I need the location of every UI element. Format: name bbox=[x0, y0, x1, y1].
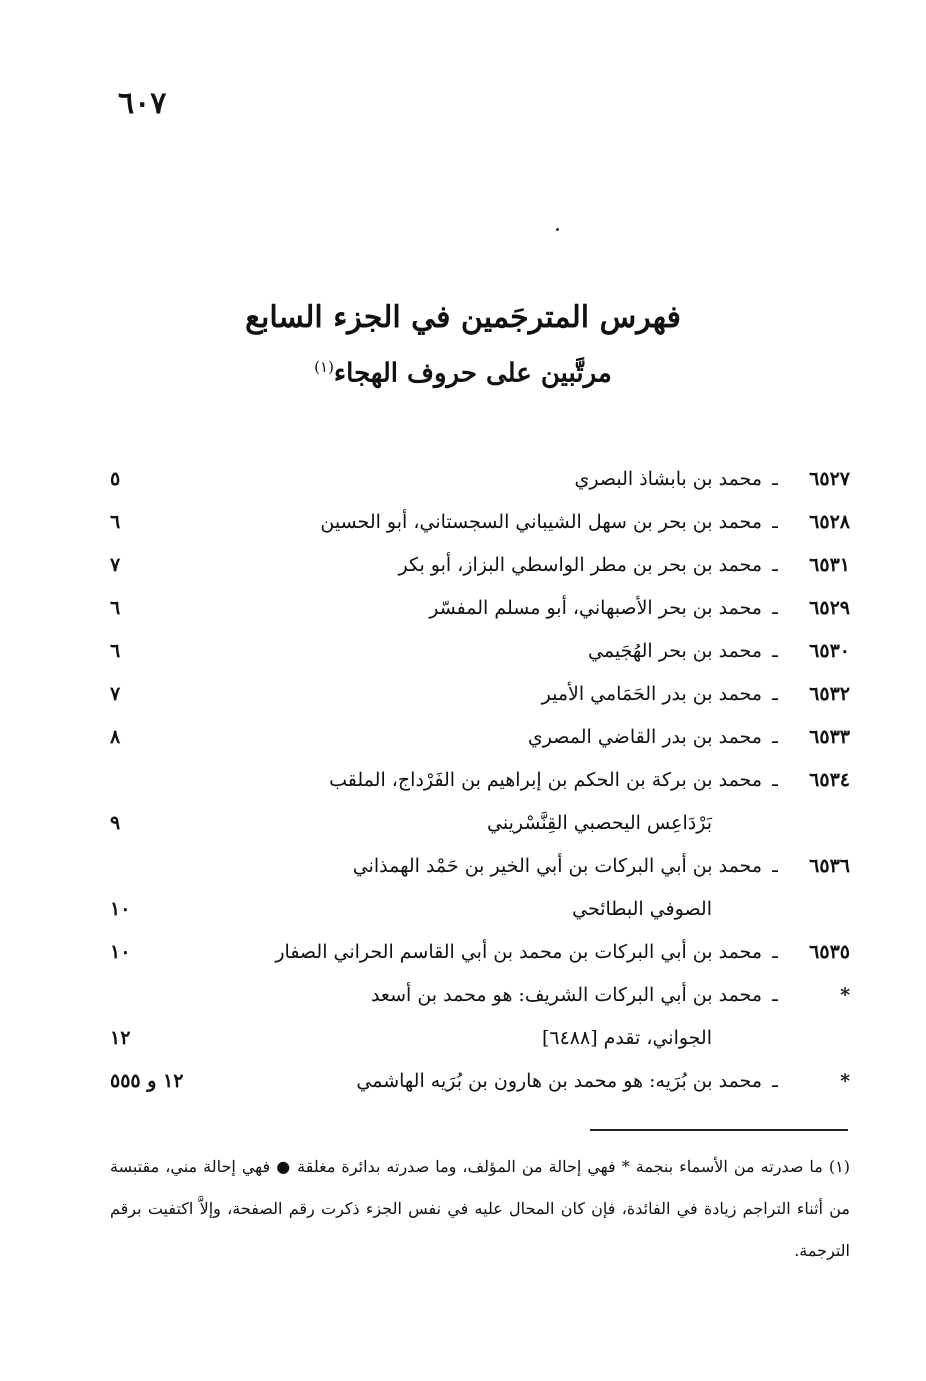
entry-text bbox=[230, 501, 762, 544]
entry-name: محمد بن بحر بن مطر الواسطي البزاز، أبو بكر bbox=[398, 554, 762, 576]
index-subtitle bbox=[0, 358, 926, 389]
entry-number: ٦٥٣٦ bbox=[809, 855, 850, 877]
entry-dash: ـ bbox=[772, 984, 778, 1006]
entry-page: ٨ bbox=[110, 726, 121, 748]
star-marker: * bbox=[840, 1070, 850, 1092]
index-entry bbox=[110, 845, 850, 931]
entry-text bbox=[230, 544, 762, 587]
entry-dash: ـ bbox=[772, 1070, 778, 1092]
index-entry bbox=[110, 673, 850, 716]
index-entry bbox=[110, 544, 850, 587]
entry-name: محمد بن أبي البركات بن محمد بن أبي القاسم الحراني الصفار bbox=[275, 941, 762, 963]
entry-dash: ـ bbox=[772, 726, 778, 748]
entry-text bbox=[230, 974, 762, 1060]
footnote-separator bbox=[590, 1129, 848, 1131]
entry-text bbox=[230, 673, 762, 716]
entry-page: ١٢ و ٥٥٥ bbox=[110, 1070, 184, 1092]
entry-name-continued: الجواني، تقدم [٦٤٨٨] bbox=[541, 1027, 712, 1049]
entry-dash: ـ bbox=[772, 468, 778, 490]
star-marker: * bbox=[840, 984, 850, 1006]
entry-name: محمد بن بحر الهُجَيمي bbox=[588, 640, 762, 662]
entry-page: ١٢ bbox=[110, 1027, 131, 1049]
entry-dash: ـ bbox=[772, 683, 778, 705]
entry-name: محمد بن أبي البركات الشريف: هو محمد بن أسعد bbox=[370, 984, 762, 1006]
index-entry bbox=[110, 501, 850, 544]
entry-name: محمد بن بدر الحَمَامي الأمير bbox=[541, 683, 762, 705]
entry-number: ٦٥٣٣ bbox=[809, 726, 850, 748]
index-entry bbox=[110, 716, 850, 759]
reference-entry bbox=[110, 974, 850, 1060]
entry-number: ٦٥٣١ bbox=[809, 554, 850, 576]
index-entry bbox=[110, 587, 850, 630]
index-entry bbox=[110, 458, 850, 501]
entry-text bbox=[230, 458, 762, 501]
entry-number: ٦٥٣٢ bbox=[809, 683, 850, 705]
entry-number: ٦٥٣٤ bbox=[809, 769, 850, 791]
entry-page: ٧ bbox=[110, 554, 121, 576]
page-number: ٦٠٧ bbox=[118, 86, 167, 121]
entry-dash: ـ bbox=[772, 511, 778, 533]
index-entry bbox=[110, 931, 850, 974]
entry-text bbox=[230, 1060, 762, 1103]
entry-name: محمد بن بُرَيه: هو محمد بن هارون بن بُرَيه الهاشمي bbox=[356, 1070, 762, 1092]
index-entry bbox=[110, 759, 850, 845]
entry-name-continued: بَرْدَاعِس اليحصبي القِنَّسْريني bbox=[487, 812, 712, 834]
entry-name: محمد بن بدر القاضي المصري bbox=[527, 726, 762, 748]
entry-name: محمد بن بحر الأصبهاني، أبو مسلم المفسّر bbox=[429, 597, 762, 619]
entry-number: ٦٥٣٠ bbox=[809, 640, 850, 662]
entry-text bbox=[230, 759, 762, 845]
entry-page: ٦ bbox=[110, 640, 121, 662]
footnote-marker: (١) bbox=[314, 358, 334, 376]
entry-text bbox=[230, 845, 762, 931]
entry-number: ٦٥٣٥ bbox=[809, 941, 850, 963]
entry-dash: ـ bbox=[772, 941, 778, 963]
reference-entry bbox=[110, 1060, 850, 1103]
entry-page: ٦ bbox=[110, 511, 121, 533]
entry-number: ٦٥٢٨ bbox=[809, 511, 850, 533]
entry-number: ٦٥٢٩ bbox=[809, 597, 850, 619]
entry-text bbox=[230, 587, 762, 630]
index-title: فهرس المترجَمين في الجزء السابع bbox=[245, 300, 681, 335]
entry-dash: ـ bbox=[772, 855, 778, 877]
entry-name: محمد بن بحر بن سهل الشيباني السجستاني، أبو الحسين bbox=[320, 511, 762, 533]
entry-page: ١٠ bbox=[110, 898, 131, 920]
footnote: (١) ما صدرته من الأسماء بنجمة * فهي إحالة من المؤلف، وما صدرته بدائرة مغلقة ● فهي إحالة مني، مقتبسة من أثناء التراجم زيادة في الفائدة، فإن كان المحال عليه في نفس الجزء ذكرت رقم الصفحة، وإلاَّ اكتفيت برقم الترجمة. bbox=[110, 1157, 851, 1260]
entry-text bbox=[230, 716, 762, 759]
index-entry bbox=[110, 630, 850, 673]
entry-name: محمد بن بركة بن الحكم بن إبراهيم بن الفَرْداج، الملقب bbox=[329, 769, 762, 791]
entry-dash: ـ bbox=[772, 597, 778, 619]
entry-text bbox=[230, 630, 762, 673]
entry-page: ١٠ bbox=[110, 941, 131, 963]
entry-number: ٦٥٢٧ bbox=[809, 468, 850, 490]
entry-page: ٧ bbox=[110, 683, 121, 705]
print-speck bbox=[556, 228, 559, 231]
entry-name: محمد بن أبي البركات بن أبي الخير بن حَمْد الهمذاني bbox=[352, 855, 762, 877]
entry-dash: ـ bbox=[772, 769, 778, 791]
entry-page: ٩ bbox=[110, 812, 121, 834]
index-entries bbox=[110, 458, 850, 1103]
entry-page: ٦ bbox=[110, 597, 121, 619]
entry-dash: ـ bbox=[772, 640, 778, 662]
entry-text bbox=[230, 931, 762, 974]
entry-dash: ـ bbox=[772, 554, 778, 576]
subtitle-text: مرتَّبين على حروف الهجاء bbox=[333, 358, 612, 389]
entry-page: ٥ bbox=[110, 468, 121, 490]
entry-name: محمد بن بابشاذ البصري bbox=[574, 468, 762, 490]
entry-name-continued: الصوفي البطائحي bbox=[572, 898, 712, 920]
